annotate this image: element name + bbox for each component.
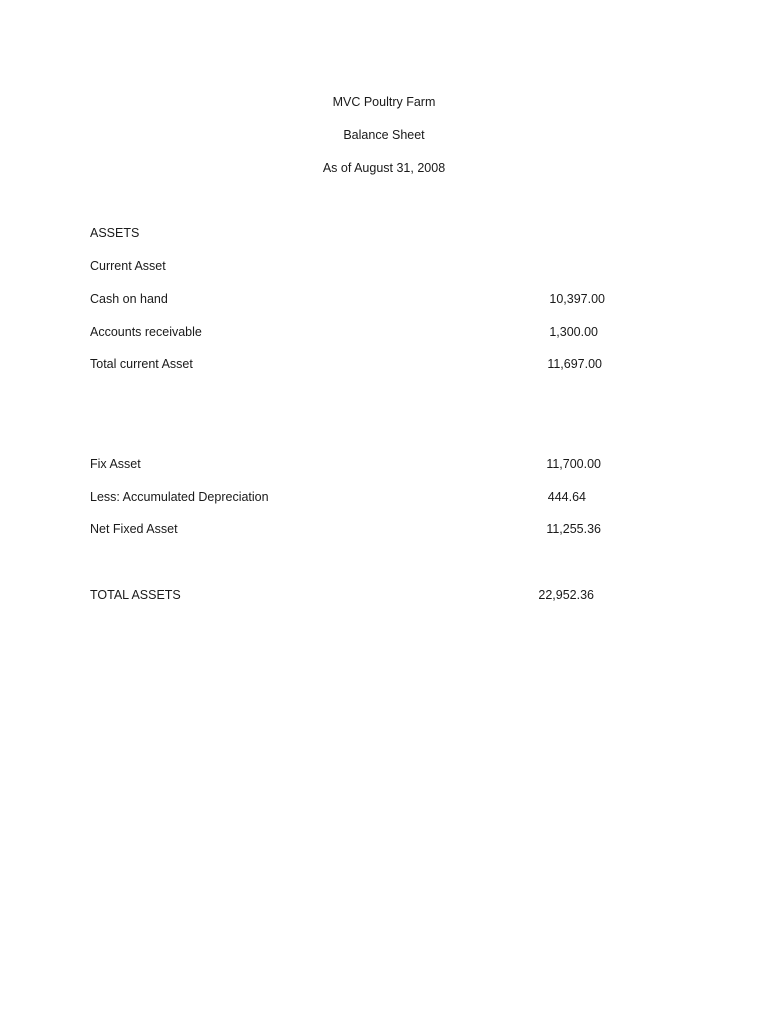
total-current-asset-label: Total current Asset: [90, 357, 193, 371]
statement-date: As of August 31, 2008: [322, 161, 446, 175]
fix-asset-amount: 11,700.00: [546, 457, 601, 471]
net-fixed-asset-label: Net Fixed Asset: [90, 522, 178, 536]
accumulated-depreciation-amount: 444.64: [547, 490, 586, 504]
accounts-receivable-label: Accounts receivable: [90, 325, 202, 339]
statement-title: Balance Sheet: [343, 128, 425, 142]
net-fixed-asset-amount: 11,255.36: [546, 522, 601, 536]
total-assets-amount: 22,952.36: [538, 588, 594, 602]
current-asset-heading: Current Asset: [90, 259, 166, 273]
accounts-receivable-amount: 1,300.00: [549, 325, 598, 339]
accumulated-depreciation-label: Less: Accumulated Depreciation: [90, 490, 269, 504]
total-current-asset-amount: 11,697.00: [547, 357, 602, 371]
company-name: MVC Poultry Farm: [332, 95, 436, 109]
cash-on-hand-label: Cash on hand: [90, 292, 168, 306]
assets-heading: ASSETS: [90, 226, 140, 240]
fix-asset-label: Fix Asset: [90, 457, 141, 471]
total-assets-label: TOTAL ASSETS: [90, 588, 181, 602]
cash-on-hand-amount: 10,397.00: [549, 292, 605, 306]
